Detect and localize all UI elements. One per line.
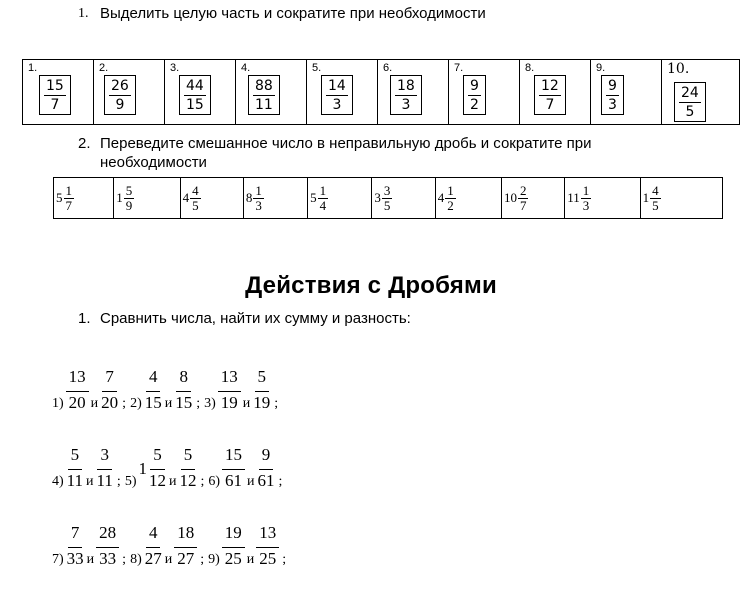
denominator: 25 (224, 549, 242, 568)
denominator: 15 (186, 97, 204, 113)
numerator: 5 (68, 444, 83, 470)
compare-row-3 (52, 518, 290, 570)
item-label: 5) (124, 474, 137, 489)
numerator: 9 (259, 444, 274, 470)
table-1-cell (94, 60, 165, 125)
table-2-cell (565, 178, 640, 219)
fraction-b (100, 366, 119, 414)
denominator: 25 (259, 549, 277, 568)
fraction-b (252, 366, 271, 414)
numerator: 4 (652, 182, 659, 198)
separator: ; (278, 474, 283, 489)
numerator: 12 (541, 78, 559, 94)
table-1-cell (520, 60, 591, 125)
separator: ; (274, 396, 279, 411)
conjunction: и (86, 552, 95, 567)
fraction-b (174, 366, 193, 414)
task-3-text: Сравнить числа, найти их сумму и разность: (100, 310, 411, 327)
whole-part: 4 (182, 190, 190, 205)
task-2-text-line-1: Переведите смешанное число в неправильную дробь и сократите при (100, 135, 592, 152)
denominator: 12 (179, 471, 197, 490)
denominator: 33 (99, 549, 117, 568)
numerator: 8 (176, 366, 191, 392)
separator: ; (122, 552, 127, 567)
item-label: 8) (130, 552, 142, 567)
fraction-a (66, 444, 84, 492)
mixed-number (246, 184, 264, 213)
fraction-a (66, 522, 85, 570)
numerator: 7 (102, 366, 117, 392)
numerator: 88 (255, 78, 273, 94)
conjunction: и (86, 474, 94, 489)
task-2-text-line-2: необходимости (100, 154, 207, 171)
compare-item-8 (130, 522, 208, 570)
fraction-b (178, 444, 197, 492)
mixed-number (643, 184, 661, 213)
numerator: 2 (519, 182, 527, 198)
table-1-cell (307, 60, 378, 125)
fraction (463, 75, 486, 115)
table-2-cell (180, 178, 243, 219)
denominator: 3 (255, 197, 262, 213)
separator: ; (116, 474, 121, 489)
numerator: 18 (174, 522, 197, 548)
task-1-number: 1. (78, 6, 89, 21)
numerator: 19 (222, 522, 245, 548)
mixed-number (567, 184, 591, 213)
fraction-b (96, 444, 114, 492)
denominator: 5 (383, 197, 391, 213)
fraction-b (257, 444, 276, 492)
table-2-cell (114, 178, 180, 219)
cell-index: 4. (241, 62, 251, 74)
compare-item-9 (208, 522, 290, 570)
denominator: 5 (652, 197, 659, 213)
denominator: 4 (319, 197, 327, 213)
compare-item-5 (125, 444, 209, 492)
conjunction: и (246, 552, 255, 567)
denominator: 11 (66, 471, 84, 490)
fraction-a (218, 366, 241, 414)
numerator: 4 (146, 522, 161, 548)
numerator: 9 (470, 78, 479, 94)
denominator: 3 (401, 97, 411, 113)
denominator: 2 (470, 97, 479, 113)
section-title: Действия с Дробями (245, 272, 497, 299)
compare-row-1 (52, 362, 282, 414)
table-2-cell (372, 178, 435, 219)
numerator: 26 (111, 78, 129, 94)
mixed-number (310, 184, 328, 213)
table-2-cell (501, 178, 564, 219)
fraction (674, 82, 706, 122)
conjunction: и (164, 552, 173, 567)
cell-index: 5. (312, 62, 322, 74)
fraction-a (222, 444, 245, 492)
mixed-number (183, 184, 201, 213)
denominator: 5 (192, 197, 199, 213)
conjunction: и (164, 396, 173, 411)
whole-part: 1 (138, 459, 147, 478)
numerator: 5 (125, 182, 133, 198)
numerator: 18 (397, 78, 415, 94)
item-label: 2) (130, 396, 142, 411)
fraction (518, 184, 529, 213)
table-2-cell (435, 178, 501, 219)
denominator: 27 (144, 549, 162, 568)
fraction-a (148, 444, 167, 492)
task-3-number: 1. (78, 310, 91, 327)
task-2-number: 2. (78, 135, 91, 152)
fraction-b (174, 522, 197, 570)
mixed-number (374, 184, 392, 213)
task-2-text (100, 134, 592, 172)
whole-part: 1 (642, 190, 650, 205)
compare-item-6 (208, 444, 286, 492)
fraction (581, 184, 592, 213)
denominator: 9 (125, 197, 133, 213)
whole-part: 3 (374, 190, 381, 205)
separator: ; (122, 396, 127, 411)
denominator: 19 (220, 393, 238, 412)
conjunction: и (90, 396, 99, 411)
numerator: 5 (255, 366, 270, 392)
fraction (124, 184, 135, 213)
mixed-number (116, 184, 134, 213)
table-1-cell (662, 60, 740, 125)
denominator: 3 (608, 97, 617, 113)
table-2-cell (54, 178, 114, 219)
fraction (321, 75, 353, 115)
fraction-b (96, 522, 119, 570)
cell-index: 2. (99, 62, 109, 74)
table-1-cell (591, 60, 662, 125)
compare-item-1 (52, 366, 130, 414)
fraction (39, 75, 71, 115)
numerator: 3 (97, 444, 112, 470)
denominator: 11 (96, 471, 113, 490)
whole-part: 10 (503, 190, 517, 205)
compare-item-2 (130, 366, 204, 414)
denominator: 27 (177, 549, 195, 568)
numerator: 13 (218, 366, 241, 392)
denominator: 15 (175, 393, 193, 412)
numerator: 13 (256, 522, 279, 548)
cell-index: 7. (454, 62, 464, 74)
fraction-a (222, 522, 245, 570)
fraction-b (256, 522, 279, 570)
separator: ; (282, 552, 287, 567)
compare-item-4 (52, 444, 125, 492)
denominator: 7 (50, 97, 60, 113)
denominator: 3 (582, 197, 590, 213)
table-1-cell (449, 60, 520, 125)
numerator: 1 (447, 182, 454, 198)
cell-index: 6. (383, 62, 393, 74)
item-label: 9) (208, 552, 220, 567)
fraction (318, 184, 329, 213)
denominator: 7 (519, 197, 527, 213)
numerator: 5 (150, 444, 165, 470)
table-1-cell (236, 60, 307, 125)
whole-part: 4 (437, 190, 445, 205)
numerator: 24 (681, 85, 699, 101)
denominator: 33 (66, 549, 84, 568)
fraction-a (144, 522, 163, 570)
cell-index: 1. (28, 62, 38, 74)
mixed-number (56, 184, 74, 213)
mixed-number (438, 184, 456, 213)
conjunction: и (242, 396, 251, 411)
denominator: 7 (65, 197, 72, 213)
table-1-cell (378, 60, 449, 125)
denominator: 2 (447, 197, 454, 213)
table-2-cell (308, 178, 372, 219)
conjunction: и (168, 474, 177, 489)
item-label: 1) (52, 396, 64, 411)
numerator: 15 (46, 78, 64, 94)
item-label: 3) (204, 396, 216, 411)
whole-part: 8 (245, 190, 253, 205)
cell-index: 9. (596, 62, 606, 74)
fraction (248, 75, 280, 115)
item-label: 7) (52, 552, 64, 567)
fraction (382, 184, 393, 213)
fraction (445, 184, 456, 213)
fraction (534, 75, 566, 115)
separator: ; (200, 552, 205, 567)
fraction (253, 184, 264, 213)
fraction (601, 75, 624, 115)
item-label: 6) (208, 474, 221, 489)
item-label: 4) (52, 474, 64, 489)
compare-item-7 (52, 522, 130, 570)
fraction (390, 75, 422, 115)
denominator: 7 (545, 97, 555, 113)
cell-index: 8. (525, 62, 535, 74)
denominator: 3 (332, 97, 342, 113)
compare-row-2 (52, 440, 286, 492)
numerator: 15 (222, 444, 245, 470)
task-1-text: Выделить целую часть и сократите при необходимости (100, 5, 486, 22)
compare-item-3 (204, 366, 282, 414)
numerator: 14 (328, 78, 346, 94)
fraction (179, 75, 211, 115)
fraction (650, 184, 661, 213)
numerator: 5 (181, 444, 196, 470)
fraction (190, 184, 201, 213)
numerator: 44 (186, 78, 204, 94)
conjunction: и (247, 474, 255, 489)
numerator: 13 (66, 366, 89, 392)
whole-part: 5 (310, 190, 317, 205)
whole-part: 1 (116, 190, 123, 205)
denominator: 9 (115, 97, 125, 113)
cell-index: 3. (170, 62, 180, 74)
denominator: 61 (257, 471, 275, 490)
mixed-numbers-table (53, 177, 723, 219)
fraction-a (66, 366, 89, 414)
table-1-cell (165, 60, 236, 125)
separator: ; (200, 474, 205, 489)
denominator: 15 (144, 393, 162, 412)
table-2-cell (243, 178, 307, 219)
denominator: 11 (255, 97, 273, 113)
improper-fractions-table (22, 59, 740, 125)
numerator: 1 (582, 182, 590, 198)
fraction-a (144, 366, 163, 414)
numerator: 1 (255, 182, 262, 198)
separator: ; (196, 396, 201, 411)
whole-part: 5 (56, 190, 63, 205)
denominator: 20 (68, 393, 86, 412)
numerator: 7 (68, 522, 83, 548)
fraction (64, 184, 75, 213)
table-1-cell (23, 60, 94, 125)
whole-part: 11 (567, 190, 580, 205)
numerator: 1 (319, 182, 327, 198)
numerator: 1 (65, 182, 72, 198)
cell-index: 10. (667, 61, 690, 77)
numerator: 4 (192, 182, 199, 198)
numerator: 4 (146, 366, 161, 392)
mixed-number (504, 184, 529, 213)
fraction (104, 75, 136, 115)
denominator: 5 (685, 104, 695, 120)
numerator: 28 (96, 522, 119, 548)
table-2-cell (640, 178, 722, 219)
numerator: 9 (608, 78, 617, 94)
denominator: 12 (148, 471, 166, 490)
denominator: 61 (225, 471, 243, 490)
numerator: 3 (383, 182, 391, 198)
denominator: 20 (101, 393, 119, 412)
denominator: 19 (253, 393, 271, 412)
